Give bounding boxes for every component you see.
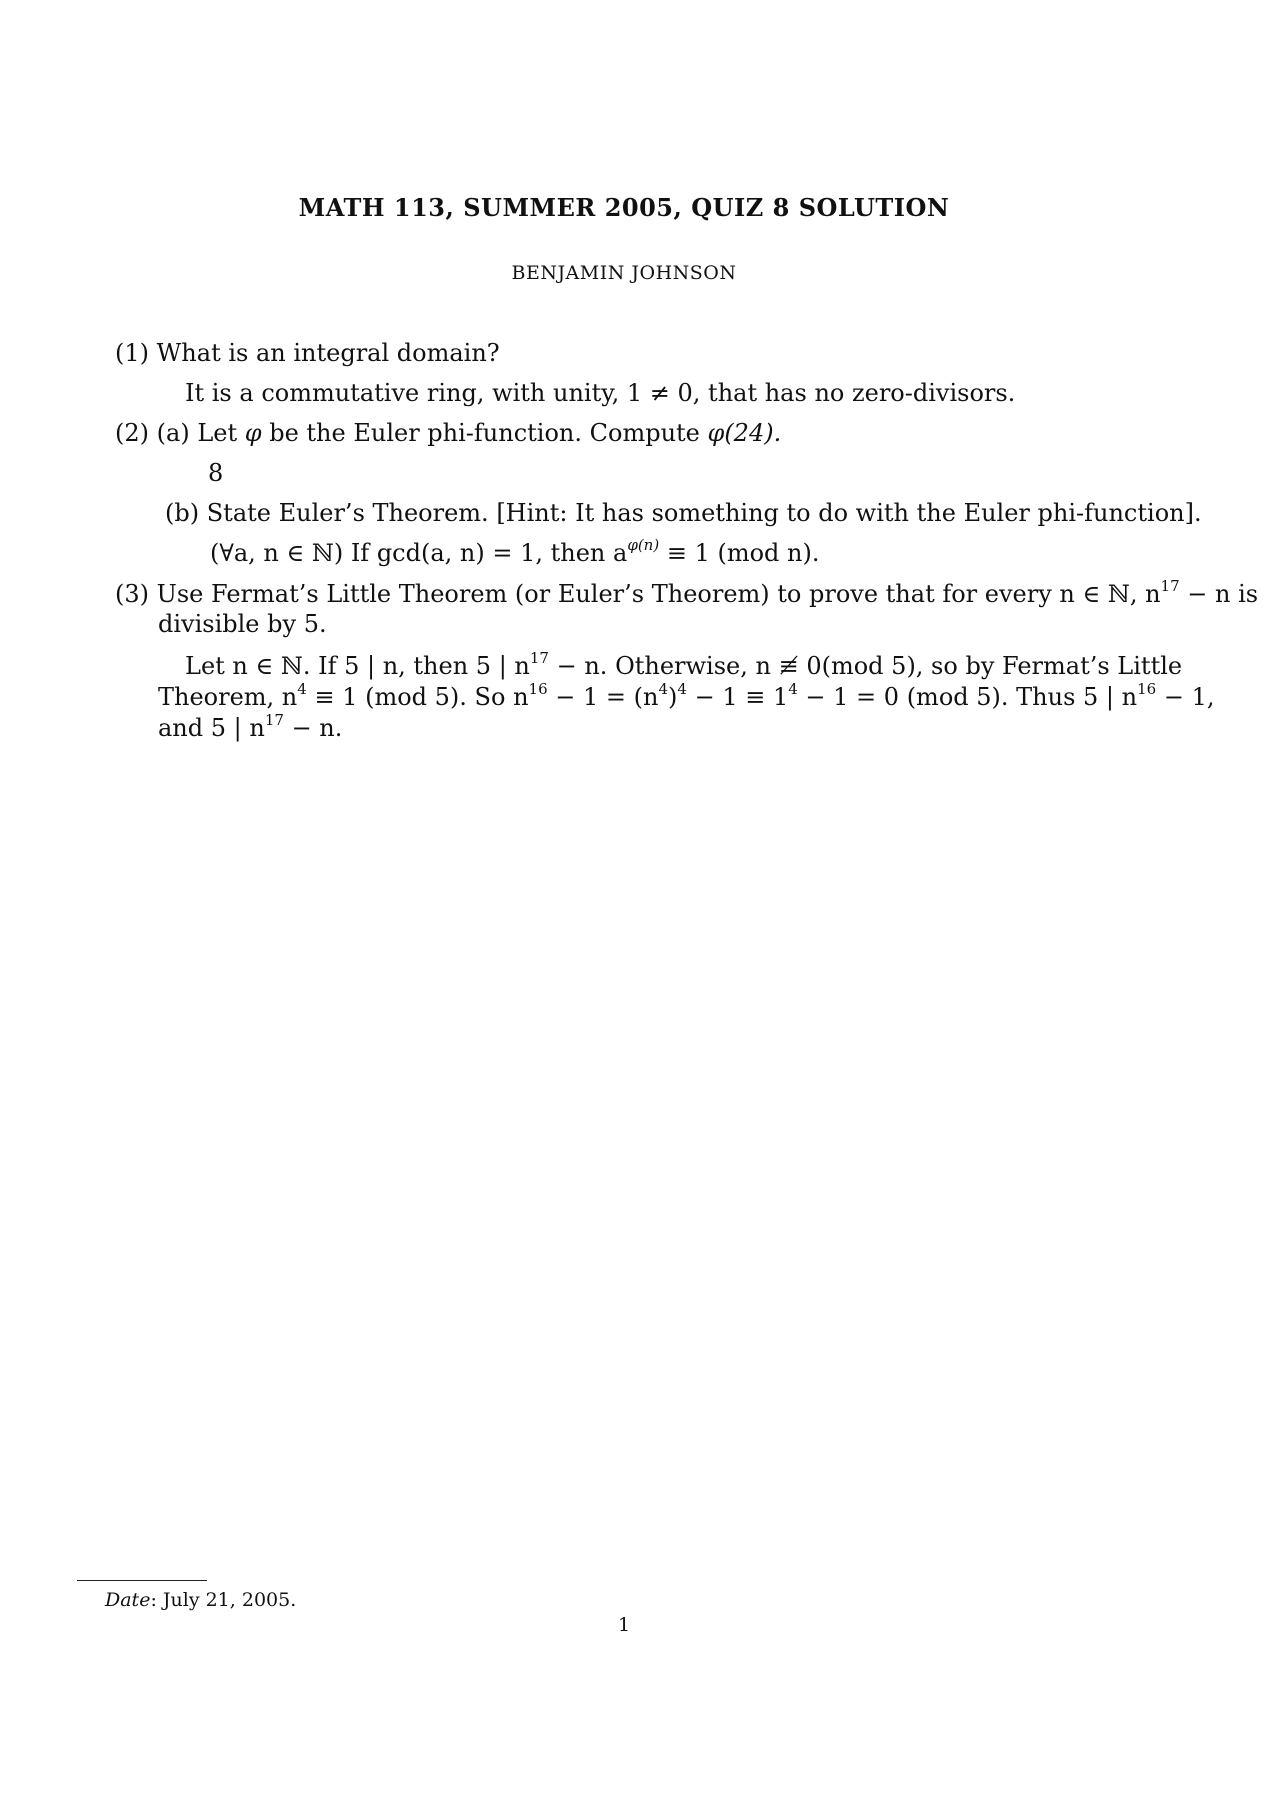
question-3-line-1 <box>115 579 1258 609</box>
question-formula: φ(24). <box>707 419 782 447</box>
question-text: Use Fermat’s Little Theorem (or Euler’s Theorem) to prove that for every n ∈ ℕ, n <box>156 580 1161 608</box>
paper-title: MATH 113, SUMMER 2005, QUIZ 8 SOLUTION <box>298 193 950 222</box>
answer-text: − 1 = 0 (mod 5). Thus 5 | n <box>805 683 1138 711</box>
question-text: State Euler’s Theorem. [Hint: It has something to do with the Euler phi-function]. <box>206 499 1202 527</box>
question-2a <box>115 418 781 448</box>
part-label: (b) <box>165 499 200 527</box>
answer-1: It is a commutative ring, with unity, 1 ≠ 0, that has no zero-divisors. <box>185 379 1016 407</box>
footnote-rule <box>77 1580 207 1581</box>
answer-text: and 5 | n <box>158 714 265 742</box>
answer-2b <box>210 538 820 568</box>
exponent: 17 <box>1160 577 1180 595</box>
answer-3-line-2 <box>158 682 1214 712</box>
exponent: 16 <box>1137 680 1157 698</box>
part-label: (a) <box>156 419 190 447</box>
answer-text: − n. Otherwise, n ≢ 0(mod 5), so by Fermat’s Little <box>556 652 1183 680</box>
answer-text: ≡ 1 (mod 5). So n <box>314 683 529 711</box>
phi-symbol: φ <box>244 419 262 447</box>
answer-text: − 1, <box>1163 683 1215 711</box>
footnote-text: : July 21, 2005. <box>150 1589 297 1611</box>
question-number: (2) <box>115 419 149 447</box>
question-3-line-2: divisible by 5. <box>158 610 327 638</box>
answer-text: ) <box>668 683 678 711</box>
exponent: 4 <box>677 680 687 698</box>
exponent: 17 <box>264 711 284 729</box>
question-text: What is an integral domain? <box>156 339 500 367</box>
footnote-date <box>105 1589 296 1611</box>
question-number: (3) <box>115 580 149 608</box>
answer-text: − 1 ≡ 1 <box>694 683 789 711</box>
exponent: 4 <box>297 680 307 698</box>
answer-3-line-3 <box>158 713 342 743</box>
exponent: 16 <box>528 680 548 698</box>
answer-text: ≡ 1 (mod n). <box>666 539 820 567</box>
answer-text: Let n ∈ ℕ. If 5 | n, then 5 | n <box>185 652 530 680</box>
page-number: 1 <box>617 1614 631 1636</box>
answer-text: − 1 = (n <box>555 683 659 711</box>
footnote-label: Date <box>105 1589 151 1611</box>
exponent: 17 <box>529 649 549 667</box>
answer-text: − n. <box>291 714 343 742</box>
question-text: Let <box>197 419 238 447</box>
question-number: (1) <box>115 339 149 367</box>
exponent: 4 <box>788 680 798 698</box>
exponent: φ(n) <box>627 536 660 554</box>
question-2b <box>165 498 1202 528</box>
question-text: − n is <box>1187 580 1259 608</box>
question-text: be the Euler phi-function. Compute <box>269 419 700 447</box>
answer-2a: 8 <box>208 459 224 487</box>
author-name: BENJAMIN JOHNSON <box>511 262 737 284</box>
question-1 <box>115 338 500 368</box>
answer-text: (∀a, n ∈ ℕ) If gcd(a, n) = 1, then a <box>210 539 628 567</box>
answer-3-line-1 <box>185 651 1182 681</box>
answer-text: Theorem, n <box>158 683 298 711</box>
exponent: 4 <box>658 680 669 698</box>
